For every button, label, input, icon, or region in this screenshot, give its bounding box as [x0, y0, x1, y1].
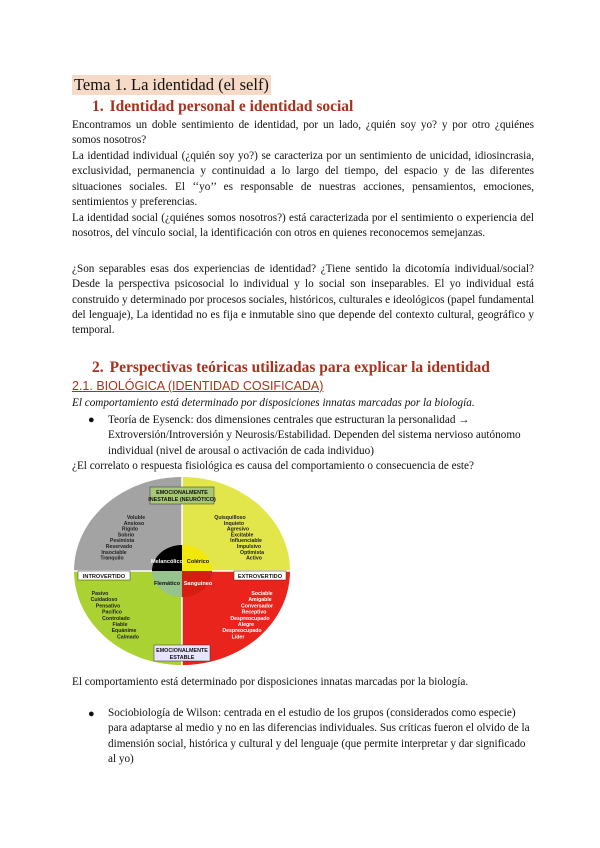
trait-label: Excitable	[230, 532, 254, 539]
label-stable-2: ESTABLE	[169, 655, 195, 661]
trait-label: Quisquilloso	[214, 515, 246, 521]
page-title: Tema 1. La identidad (el self)	[74, 75, 269, 94]
trait-label: Pesimista	[109, 538, 135, 545]
temperament-melancholic: Melancólico	[150, 559, 184, 565]
paragraph-1: Encontramos un doble sentimiento de identidad, por un lado, ¿quién soy yo? y por otro ¿quiénes somos nosotros?	[72, 119, 534, 147]
subsection-heading: 2.1. BIOLÓGICA (IDENTIDAD COSIFICADA)	[72, 379, 324, 393]
section-2-heading-text: Perspectivas teóricas utilizadas para explicar la identidad	[109, 359, 490, 376]
question-line: ¿El correlato o respuesta fisiológica es causa del comportamiento o consecuencia de este?	[72, 460, 474, 472]
paragraph-3: La identidad social (¿quiénes somos nosotros?) está caracterizada por el sentimiento o experiencia del nosotros, del vínculo social, la identificación con otros en quienes reconocemos semejanzas.	[72, 212, 534, 240]
section-1-heading	[92, 97, 353, 117]
figure-caption-line: El comportamiento está determinado por disposiciones innatas marcadas por la biología.	[72, 676, 469, 688]
eysenck-personality-wheel	[74, 477, 290, 665]
trait-label: Tranquilo	[100, 555, 124, 562]
bullet-icon: ●	[88, 414, 95, 426]
trait-label: Inquieto	[223, 520, 245, 527]
trait-label: Sobrio	[117, 532, 135, 539]
temperament-choleric: Colérico	[186, 559, 210, 565]
trait-label: Equánime	[111, 628, 137, 635]
trait-label: Controlado	[102, 615, 130, 622]
trait-label: Conversador	[241, 603, 273, 610]
trait-label: Activo	[246, 555, 262, 562]
trait-label: Despreocupado	[222, 628, 262, 635]
trait-label: Influenciable	[230, 538, 262, 545]
section-2-heading	[92, 358, 490, 378]
paragraph-2: La identidad individual (¿quién soy yo?) se caracteriza por un sentimiento de unicidad, idiosincrasia, exclusividad, permanencia y continuidad a lo largo del tiempo, del espacio y de las diferentes situaciones sociales. El ‘‘yo’’ es responsable de nuestras acciones, pensamientos, emociones, sentimientos y preferencias.	[72, 150, 534, 208]
trait-label: Agresivo	[226, 526, 250, 533]
temperament-phlegmatic: Flemático	[153, 581, 181, 587]
paragraph-4: ¿Son separables esas dos experiencias de identidad? ¿Tiene sentido la dicotomía individual/social? Desde la perspectiva psicosocial lo individual y lo social son inseparables. El yo individual está construido y determinado por procesos sociales, históricos, culturales e ideológicos (papel fundamental del lenguaje), La identidad no es fija e inmutable sino que depende del contexto cultural, geográfico y temporal.	[72, 263, 534, 337]
trait-label: Reservado	[105, 544, 133, 550]
label-unstable-2: INESTABLE (NEURÓTICO)	[148, 497, 216, 503]
section-2-number: 2.	[92, 359, 104, 376]
trait-label: Rígido	[121, 526, 139, 533]
trait-label: Cuidadoso	[90, 597, 118, 604]
trait-label: Alegre	[237, 622, 255, 628]
section-1-heading-text: Identidad personal e identidad social	[109, 98, 354, 115]
trait-label: Amigable	[248, 597, 272, 604]
trait-label: Voluble	[126, 515, 146, 521]
label-stable-1: EMOCIONALMENTE	[156, 648, 208, 654]
trait-label: Pacífico	[102, 609, 122, 616]
italic-statement: El comportamiento está determinado por disposiciones innatas marcadas por la biología.	[72, 397, 475, 409]
label-introvert: INTROVERTIDO	[82, 574, 126, 580]
trait-label: Impulsivo	[236, 544, 262, 550]
trait-label: Calmado	[117, 634, 139, 641]
trait-label: Pensativo	[95, 603, 121, 610]
trait-label: Receptivo	[241, 609, 267, 616]
trait-label: Insociable	[101, 549, 127, 556]
bullet-icon: ●	[88, 708, 95, 720]
trait-label: Pasivo	[91, 591, 109, 597]
trait-label: Despreocupado	[230, 615, 270, 622]
bullet-eysenck: Teoría de Eysenck: dos dimensiones centrales que estructuran la personalidad → Extroversión/Introversión y Neurosis/Estabilidad. Dependen del sistema nervioso autónomo individual (nivel de arousal o activación de cada individuo)	[108, 414, 521, 457]
label-unstable-1: EMOCIONALMENTE	[156, 490, 208, 496]
label-extrovert: EXTROVERTIDO	[237, 574, 283, 580]
trait-label: Fiable	[112, 622, 128, 628]
temperament-sanguine: Sanguíneo	[183, 581, 213, 587]
trait-label: Sociable	[251, 591, 273, 597]
bullet-wilson: Sociobiología de Wilson: centrada en el estudio de los grupos (considerados como especie) para adaptarse al medio y no en las diferencias individuales. Sus críticas fueron el olvido de la dimensión social, histórica y cultural y del lenguaje (que permite interpretar y dar significado al yo)	[108, 707, 530, 765]
trait-label: Líder	[231, 634, 245, 641]
trait-label: Optimista	[240, 549, 264, 556]
section-1-number: 1.	[92, 98, 104, 115]
trait-label: Ansioso	[123, 520, 145, 527]
